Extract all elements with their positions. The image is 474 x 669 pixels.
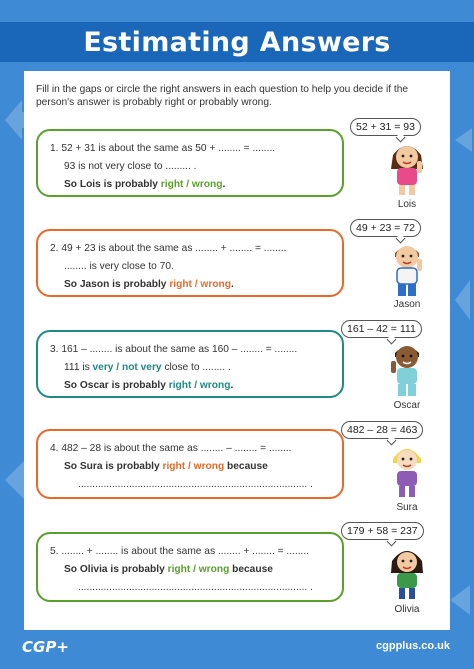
- olivia-speech-bubble: [341, 522, 424, 540]
- question-4-line-1[interactable]: 4. 482 – 28 is about the same as ........ – ........ = ........: [50, 443, 292, 454]
- sura-bubble-text: 482 – 28 = 463: [347, 424, 418, 436]
- page-title: Estimating Answers: [83, 26, 391, 58]
- question-1-line-2[interactable]: 93 is not very close to ......... .: [64, 161, 197, 172]
- question-2-conclusion-prefix: So Jason is probably: [64, 279, 170, 290]
- question-5-box: [36, 532, 344, 602]
- question-3-line-2-prefix: 111 is: [64, 362, 93, 373]
- question-4-right-wrong-choice[interactable]: right / wrong: [162, 461, 225, 472]
- question-1-right-wrong-choice[interactable]: right / wrong: [160, 179, 223, 190]
- question-5-conclusion-prefix: So Olivia is probably: [64, 564, 168, 575]
- oscar-name-label: Oscar: [393, 400, 421, 411]
- question-1-conclusion-suffix: .: [222, 179, 226, 190]
- instructions-text: Fill in the gaps or circle the right answers in each question to help you decide if the person's answer is probably right or probably wrong.: [36, 84, 409, 108]
- oscar-character-illustration: [379, 339, 435, 397]
- question-3-line-2: [50, 359, 330, 377]
- olivia-name-label: Olivia: [394, 604, 420, 615]
- olivia-character-illustration: [379, 543, 435, 601]
- lois-bubble-text: 52 + 31 = 93: [356, 121, 415, 133]
- question-1-box: [36, 129, 344, 197]
- jason-character-illustration: [379, 239, 435, 297]
- question-2-right-wrong-choice[interactable]: right / wrong: [169, 279, 231, 290]
- lois-character-illustration: [379, 139, 435, 197]
- olivia-bubble-text: 179 + 58 = 237: [347, 525, 418, 537]
- question-4-box: [36, 429, 344, 499]
- sura-character-illustration: [379, 441, 435, 499]
- question-2-conclusion: [50, 276, 330, 294]
- question-3-right-wrong-choice[interactable]: right / wrong: [168, 380, 231, 391]
- question-3-box: [36, 330, 344, 398]
- question-5-right-wrong-choice[interactable]: right / wrong: [167, 564, 230, 575]
- title-banner: [0, 22, 474, 62]
- question-3-line-2-suffix[interactable]: close to ........ .: [161, 362, 231, 373]
- question-4-conclusion: [50, 458, 330, 476]
- jason-bubble-text: 49 + 23 = 72: [356, 222, 415, 234]
- cgp-logo: CGP+: [22, 638, 69, 656]
- question-1-conclusion: [50, 176, 330, 194]
- footer-url-link[interactable]: cgpplus.co.uk: [376, 640, 450, 652]
- question-2-conclusion-suffix: .: [231, 279, 234, 290]
- jason-name-label: Jason: [393, 299, 421, 310]
- question-5-conclusion-suffix: because: [229, 564, 273, 575]
- question-2-box: [36, 229, 344, 297]
- question-4-answer-line[interactable]: ................................................................................. .: [78, 479, 313, 490]
- question-4-conclusion-suffix: because: [224, 461, 268, 472]
- lois-speech-bubble: [350, 118, 421, 136]
- question-3-line-1[interactable]: 3. 161 – ........ is about the same as 160 – ........ = ........: [50, 344, 298, 355]
- question-5-conclusion: [50, 561, 330, 579]
- sura-name-label: Sura: [396, 502, 418, 513]
- question-3-conclusion: [50, 377, 330, 395]
- question-5-line-1[interactable]: 5. ........ + ........ is about the same as ........ + ........ = ........: [50, 546, 310, 557]
- question-1-line-1[interactable]: 1. 52 + 31 is about the same as 50 + ........ = ........: [50, 143, 276, 154]
- question-2-line-2[interactable]: ........ is very close to 70.: [64, 261, 174, 272]
- question-5-answer-line[interactable]: ................................................................................. .: [78, 582, 313, 593]
- lois-name-label: Lois: [397, 199, 417, 210]
- question-3-conclusion-prefix: So Oscar is probably: [64, 380, 169, 391]
- sura-speech-bubble: [341, 421, 423, 439]
- oscar-bubble-text: 161 – 42 = 111: [347, 323, 416, 335]
- worksheet-panel: [24, 71, 450, 630]
- question-3-conclusion-suffix: .: [230, 380, 234, 391]
- jason-speech-bubble: [350, 219, 421, 237]
- question-4-conclusion-prefix: So Sura is probably: [64, 461, 163, 472]
- question-3-very-choice[interactable]: very / not very: [92, 362, 162, 373]
- question-2-line-1[interactable]: 2. 49 + 23 is about the same as ........ + ........ = ........: [50, 243, 287, 254]
- question-1-conclusion-prefix: So Lois is probably: [64, 179, 161, 190]
- oscar-speech-bubble: [341, 320, 422, 338]
